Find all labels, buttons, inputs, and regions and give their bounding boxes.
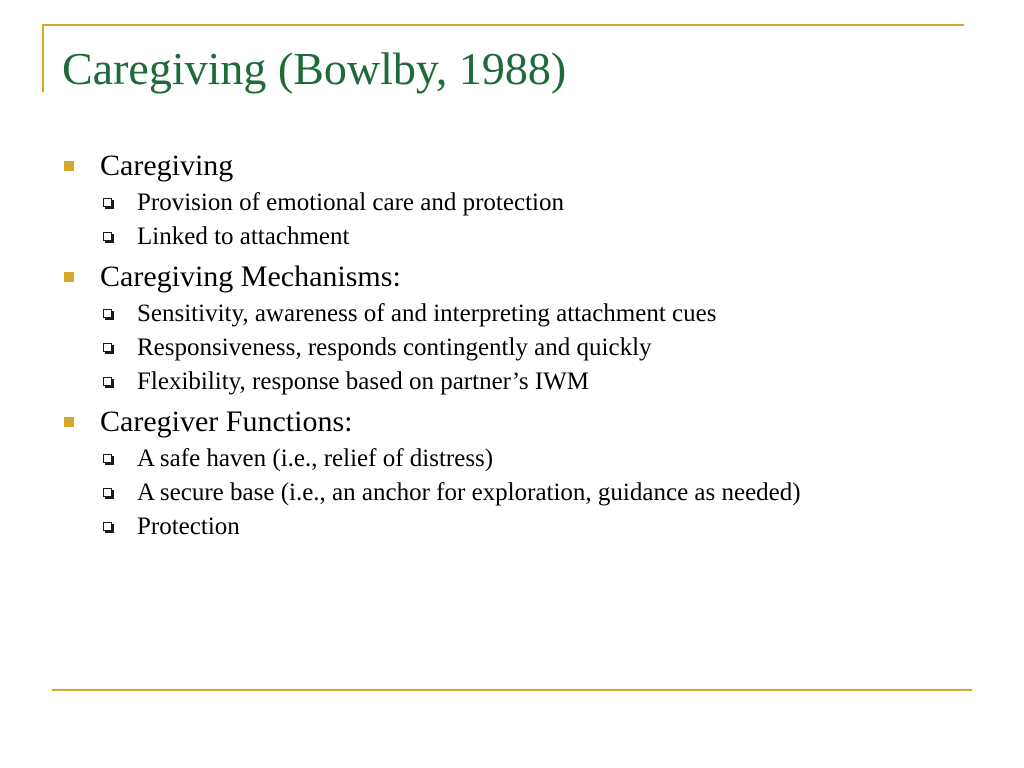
hollow-square-bullet-icon xyxy=(103,232,112,241)
list-item xyxy=(62,335,882,361)
hollow-square-bullet-icon xyxy=(103,454,112,463)
decorative-top-line xyxy=(42,24,964,26)
list-item xyxy=(62,514,882,540)
section-heading-text: Caregiving Mechanisms: xyxy=(100,260,401,293)
decorative-bottom-line xyxy=(52,689,972,691)
section-heading-caregiving xyxy=(62,147,882,185)
square-bullet-icon xyxy=(64,272,74,282)
hollow-square-bullet-icon xyxy=(103,488,112,497)
list-item xyxy=(62,301,882,327)
list-item xyxy=(62,224,882,250)
section-heading-caregiving-mechanisms xyxy=(62,258,882,296)
list-item-text: Flexibility, response based on partner’s IWM xyxy=(137,368,589,395)
list-item-text: A safe haven (i.e., relief of distress) xyxy=(137,445,494,472)
list-item xyxy=(62,446,882,472)
section-heading-text: Caregiver Functions: xyxy=(100,405,353,438)
square-bullet-icon xyxy=(64,417,74,427)
section-heading-caregiver-functions xyxy=(62,403,882,441)
hollow-square-bullet-icon xyxy=(103,309,112,318)
list-item-text: Protection xyxy=(137,513,240,540)
list-item xyxy=(62,480,882,506)
list-item-text: Responsiveness, responds contingently and quickly xyxy=(137,334,652,361)
square-bullet-icon xyxy=(64,161,74,171)
list-item-text: Provision of emotional care and protection xyxy=(137,189,564,216)
list-item-text: Sensitivity, awareness of and interpreting attachment cues xyxy=(137,300,717,327)
slide-title: Caregiving (Bowlby, 1988) xyxy=(62,43,567,94)
section-heading-text: Caregiving xyxy=(100,149,234,182)
hollow-square-bullet-icon xyxy=(103,522,112,531)
hollow-square-bullet-icon xyxy=(103,198,112,207)
hollow-square-bullet-icon xyxy=(103,377,112,386)
list-item-text: Linked to attachment xyxy=(137,223,350,250)
list-item-text: A secure base (i.e., an anchor for exploration, guidance as needed) xyxy=(137,479,801,506)
decorative-vertical-line xyxy=(42,24,44,92)
list-item xyxy=(62,369,882,395)
list-item xyxy=(62,190,882,216)
hollow-square-bullet-icon xyxy=(103,343,112,352)
bullet-content xyxy=(62,146,882,548)
